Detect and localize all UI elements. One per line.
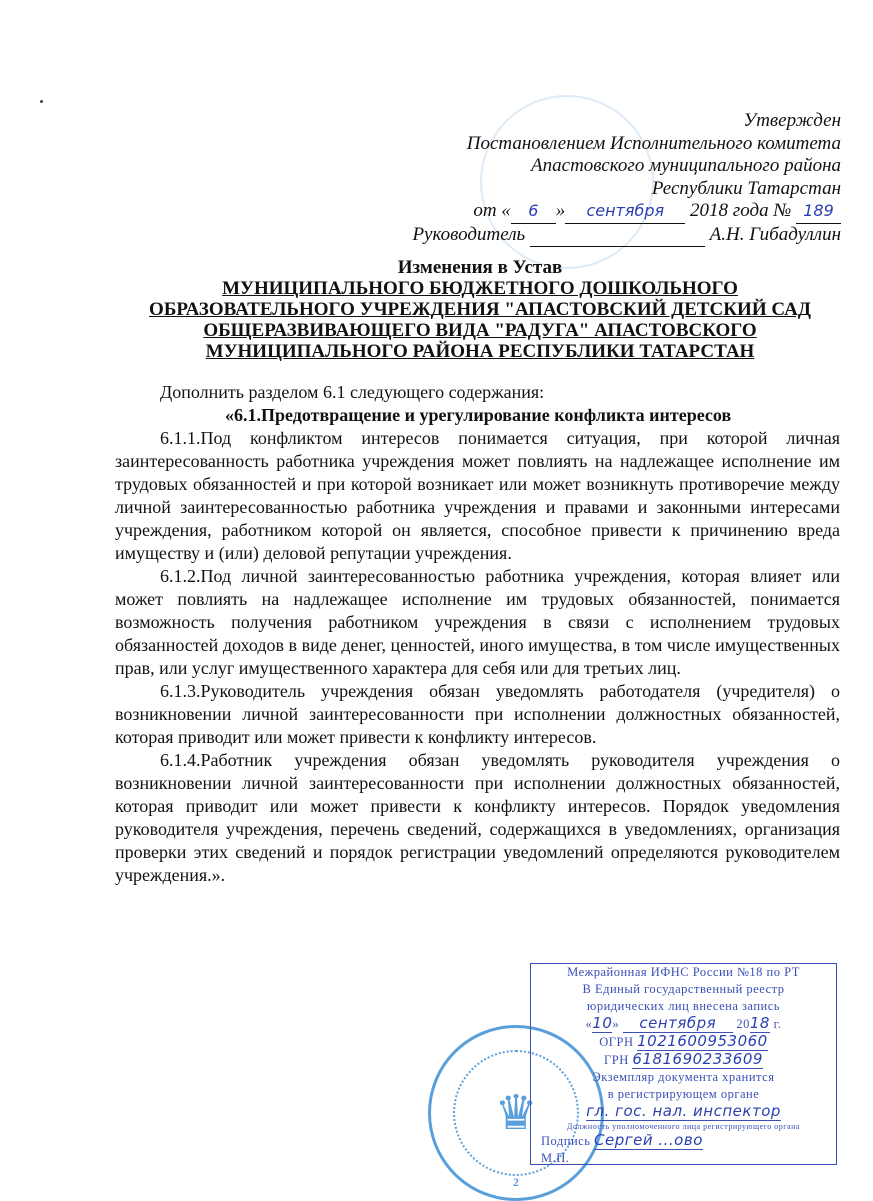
title-org: ОБРАЗОВАТЕЛЬНОГО УЧРЕЖДЕНИЯ "АПАСТОВСКИЙ ДЕТСКИЙ САД xyxy=(149,299,811,320)
paragraph-6-1-1: 6.1.1.Под конфликтом интересов понимается ситуация, при которой личная заинтересованность работника учреждения может повлиять на надлежащее исполнение им трудовых обязанностей и при которой возникает или может возникнуть противоречие между личной заинтересованностью работника учреждения и правами и законными интересами учреждения, работником которой он является, способное привести к причинению вреда имуществу и (или) деловой репутации учреждения. xyxy=(115,428,840,563)
stamp-ogrn: ОГРН 1021600953060 xyxy=(599,1032,768,1050)
stamp-position-caption: Должность уполномоченного лица регистрирующего органа xyxy=(567,1122,800,1131)
section-heading: «6.1.Предотвращение и урегулирование конфликта интересов xyxy=(225,405,732,425)
stamp-line: юридических лиц внесена запись xyxy=(587,999,780,1013)
title-org: МУНИЦИПАЛЬНОГО БЮДЖЕТНОГО ДОШКОЛЬНОГО xyxy=(222,278,738,299)
stamp-line: в регистрирующем органе xyxy=(607,1087,760,1101)
paragraph-6-1-2: 6.1.2.Под личной заинтересованностью работника учреждения, которая влияет или может повлиять на надлежащее исполнение им трудовых обязанностей, понимается возможность получения работником учреждения в связи с исполнением трудовых обязанностей доходов в виде денег, ценностей, иного имущества, в том числе имущественных прав, или услуг имущественного характера для себя или для третьих лиц. xyxy=(115,566,840,678)
stamp-position: гл. гос. нал. инспектор xyxy=(586,1102,781,1120)
scan-speck xyxy=(40,100,43,103)
stamp-mp: М.П. xyxy=(541,1151,570,1165)
seal-number: 2 xyxy=(513,1175,519,1189)
handwritten-day: 6 xyxy=(511,200,556,224)
stamp-line: Экземпляр документа хранится xyxy=(592,1070,775,1084)
paragraph-6-1-3: 6.1.3.Руководитель учреждения обязан уведомлять работодателя (учредителя) о возникновении личной заинтересованности при исполнении должностных обязанностей, которая приводит или может привести к конфликту интересов. xyxy=(115,681,840,747)
document-title xyxy=(100,257,860,362)
approval-block xyxy=(412,110,841,247)
eagle-emblem-icon: ♛ xyxy=(494,1087,538,1140)
title-org: ОБЩЕРАЗВИВАЮЩЕГО ВИДА "РАДУГА" АПАСТОВСКОГО xyxy=(203,320,757,341)
handwritten-number: 189 xyxy=(796,200,841,224)
signature-line xyxy=(530,224,705,248)
approval-line: Республики Татарстан xyxy=(651,177,841,199)
document-body xyxy=(115,381,840,887)
stamp-line: В Единый государственный реестр xyxy=(582,982,785,996)
approval-line: Постановлением Исполнительного комитета xyxy=(466,132,841,154)
stamp-date: «10» сентября 2018 г. xyxy=(585,1014,782,1032)
title-heading: Изменения в Устав xyxy=(397,257,563,278)
registration-stamp xyxy=(530,963,837,1165)
stamp-line: Межрайонная ИФНС России №18 по РТ xyxy=(567,965,800,979)
stamp-grn: ГРН 6181690233609 xyxy=(604,1050,763,1068)
approval-line: Апастовского муниципального района xyxy=(531,155,841,176)
approval-head: Руководитель А.Н. Гибадуллин xyxy=(412,224,841,248)
paragraph-6-1-4: 6.1.4.Работник учреждения обязан уведомлять руководителя учреждения о возникновении личной заинтересованности при исполнении должностных обязанностей, которая приводит или может привести к конфликту интересов. Порядок уведомления руководителя учреждения, перечень сведений, содержащихся в уведомлениях, организация проверки этих сведений и порядок регистрации уведомлений определяются руководителем учреждения.». xyxy=(115,750,840,885)
stamp-signature: Подпись Сергей ...ово xyxy=(541,1131,703,1149)
handwritten-month: сентября xyxy=(565,200,685,224)
approval-title: Утвержден xyxy=(743,110,841,131)
title-org: МУНИЦИПАЛЬНОГО РАЙОНА РЕСПУБЛИКИ ТАТАРСТАН xyxy=(205,341,755,362)
intro-paragraph: Дополнить разделом 6.1 следующего содержания: xyxy=(160,382,545,402)
approval-date: от « 6 » сентября 2018 года № 189 xyxy=(412,200,841,224)
